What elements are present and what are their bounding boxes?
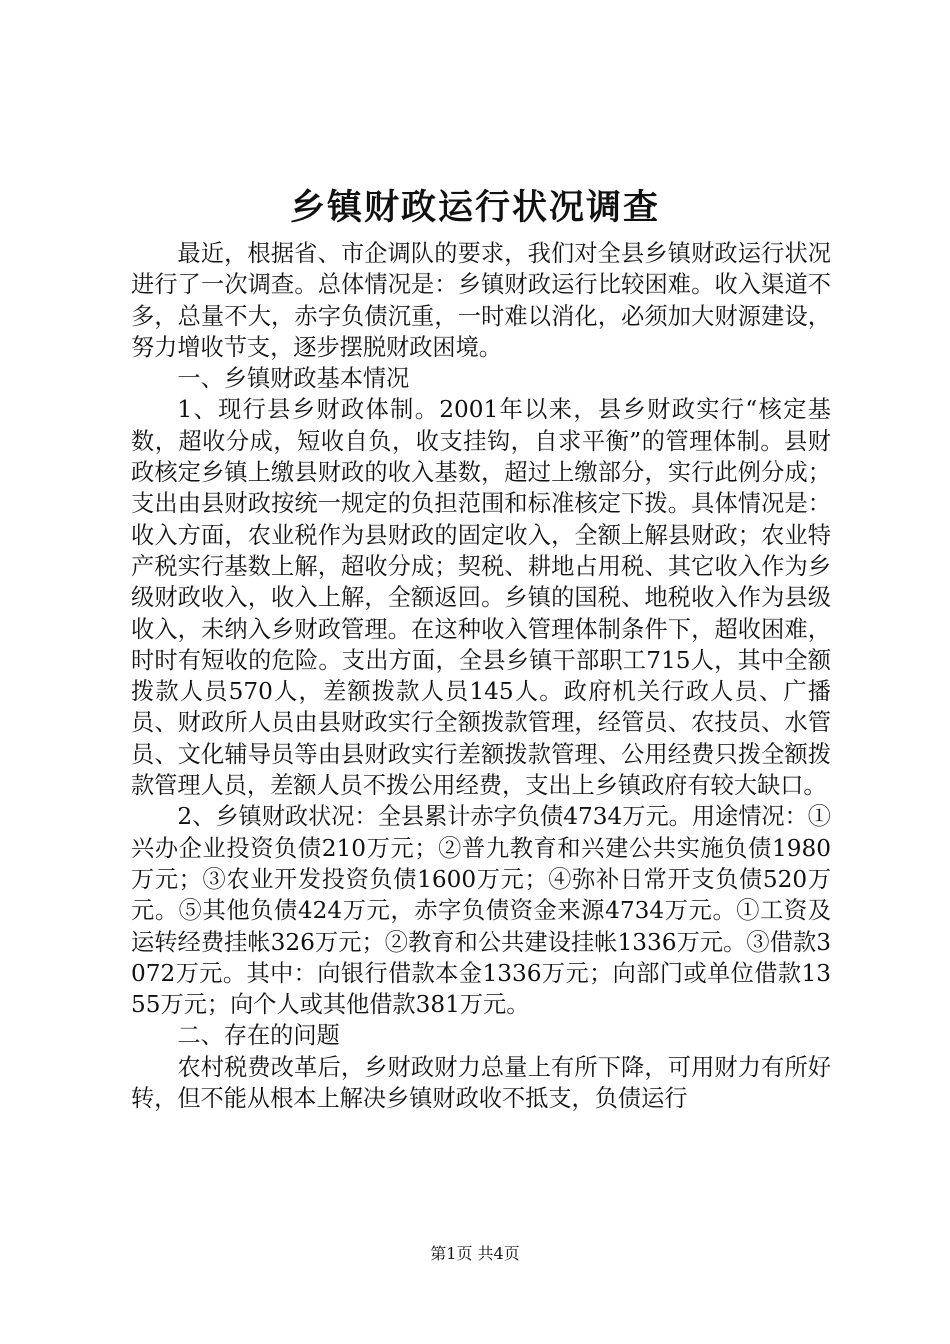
page-footer: 第1页 共4页 [430,1244,520,1263]
document-body [131,238,831,1114]
paragraph-intro: 最近，根据省、市企调队的要求，我们对全县乡镇财政运行状况进行了一次调查。总体情况是：乡镇财政运行比较困难。收入渠道不多，总量不大，赤字负债沉重，一时难以消化，必须加大财源建设，努力增收节支，逐步摆脱财政困境。 [131,240,831,361]
paragraph-problems: 农村税费改革后，乡财政财力总量上有所下降，可用财力有所好转，但不能从根本上解决乡镇财政收不抵支，负债运行 [131,1053,831,1113]
section-heading-1: 一、乡镇财政基本情况 [177,365,410,393]
paragraph-fiscal-status: 2、乡镇财政状况：全县累计赤字负债4734万元。用途情况：①兴办企业投资负债210万元；②普九教育和兴建公共实施负债1980万元；③农业开发投资负债1600万元；④弥补日常开支负债520万元。⑤其他负债424万元，赤字负债资金来源4734万元。①工资及运转经费挂帐326万元；②教育和公共建设挂帐1336万元。③借款3072万元。其中：向银行借款本金1336万元；向部门或单位借款1355万元；向个人或其他借款381万元。 [131,803,831,1019]
paragraph-fiscal-system: 1、现行县乡财政体制。2001年以来，县乡财政实行“核定基数，超收分成，短收自负，收支挂钩，自求平衡”的管理体制。县财政核定乡镇上缴县财政的收入基数，超过上缴部分，实行此例分成；支出由县财政按统一规定的负担范围和标准核定下拨。具体情况是：收入方面，农业税作为县财政的固定收入，全额上解县财政；农业特产税实行基数上解，超收分成；契税、耕地占用税、其它收入作为乡级财政收入，收入上解，全额返回。乡镇的国税、地税收入作为县级收入，未纳入乡财政管理。在这种收入管理体制条件下，超收困难，时时有短收的危险。支出方面，全县乡镇干部职工715人，其中全额拨款人员570人，差额拨款人员145人。政府机关行政人员、广播员、财政所人员由县财政实行全额拨款管理，经管员、农技员、水管员、文化辅导员等由县财政实行差额拨款管理、公用经费只拨全额拨款管理人员，差额人员不拨公用经费，支出上乡镇政府有较大缺口。 [131,396,831,800]
section-heading-2: 二、存在的问题 [177,1022,340,1050]
document-title: 乡镇财政运行状况调查 [289,187,660,228]
